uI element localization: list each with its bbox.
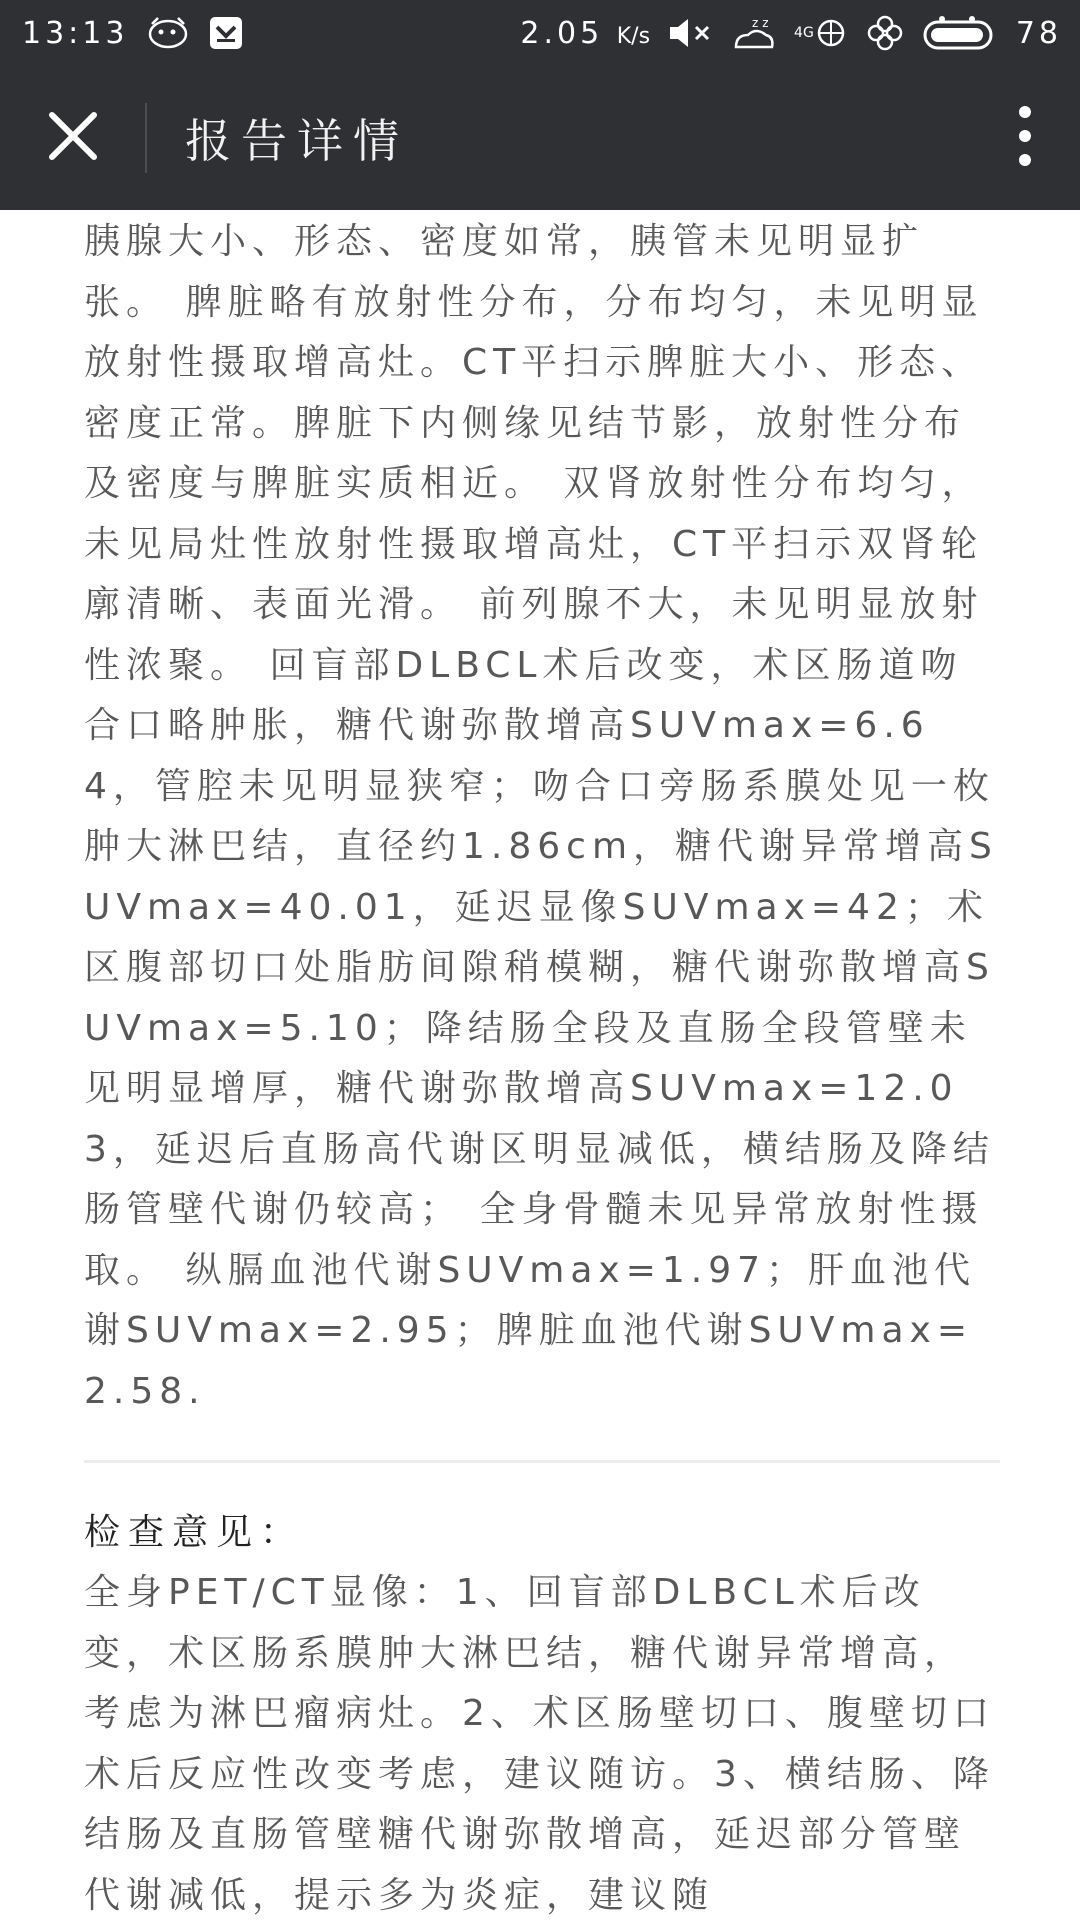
- net-speed: [520, 16, 650, 51]
- more-vertical-icon: [1018, 105, 1032, 171]
- status-bar: [0, 0, 1080, 66]
- notification-app-icon: [146, 16, 190, 50]
- battery-level: 78: [1015, 15, 1062, 51]
- status-bar-left: [22, 15, 244, 51]
- page-title: 报告详情: [185, 114, 409, 168]
- report-content: [84, 210, 1000, 1926]
- opinion-text: 全身PET/CT显像：1、回盲部DLBCL术后改变，术区肠系膜肿大淋巴结，糖代谢异常增高，考虑为淋巴瘤病灶。2、术区肠壁切口、腹壁切口术后反应性改变考虑，建议随访。3、横结肠、降结肠及直肠管壁糖代谢弥散增高，延迟部分管壁代谢减低，提示多为炎症，建议随: [84, 1572, 995, 1916]
- battery-icon: [922, 14, 998, 52]
- close-icon: [46, 109, 100, 167]
- app-bar-divider: [145, 103, 147, 173]
- status-bar-right: [520, 13, 1062, 53]
- opinion-title: 检查意见：: [84, 1512, 305, 1553]
- net-speed-value: 2.05: [520, 15, 604, 51]
- close-button[interactable]: [0, 66, 145, 210]
- clover-icon: [866, 14, 904, 52]
- status-time: 13:13: [22, 15, 129, 51]
- section-divider: [84, 1460, 1000, 1463]
- findings-text: 胰腺大小、形态、密度如常，胰管未见明显扩张。 脾脏略有放射性分布，分布均匀，未见明显放射性摄取增高灶。CT平扫示脾脏大小、形态、密度正常。脾脏下内侧缘见结节影，放射性分布及密度与脾脏实质相近。 双肾放射性分布均匀，未见局灶性放射性摄取增高灶，CT平扫示双肾轮廓清晰、表面光滑。 前列腺不大，未见明显放射性浓聚。 回盲部DLBCL术后改变，术区肠道吻合口略肿胀，糖代谢弥散增高SUVmax=6.64，管腔未见明显狭窄；吻合口旁肠系膜处见一枚肿大淋巴结，直径约1.86cm，糖代谢异常增高SUVmax=40.01，延迟显像SUVmax=42；术区腹部切口处脂肪间隙稍模糊，糖代谢弥散增高SUVmax=5.10；降结肠全段及直肠全段管壁未见明显增厚，糖代谢弥散增高SUVmax=12.03，延迟后直肠高代谢区明显减低，横结肠及降结肠管壁代谢仍较高； 全身骨髓未见异常放射性摄取。 纵膈血池代谢SUVmax=1.97；肝血池代谢SUVmax=2.95；脾脏血池代谢SUVmax=2.58.: [84, 221, 998, 1412]
- more-options-button[interactable]: [970, 66, 1080, 210]
- svg-text:zz: zz: [752, 16, 773, 30]
- app-bar: [0, 66, 1080, 210]
- mute-icon: [668, 16, 714, 50]
- sleep-icon: [732, 13, 776, 53]
- network-type: 4G: [794, 25, 814, 41]
- net-speed-unit: K/s: [616, 23, 651, 49]
- shield-check-icon: [208, 15, 244, 51]
- signal-icon: [794, 16, 848, 50]
